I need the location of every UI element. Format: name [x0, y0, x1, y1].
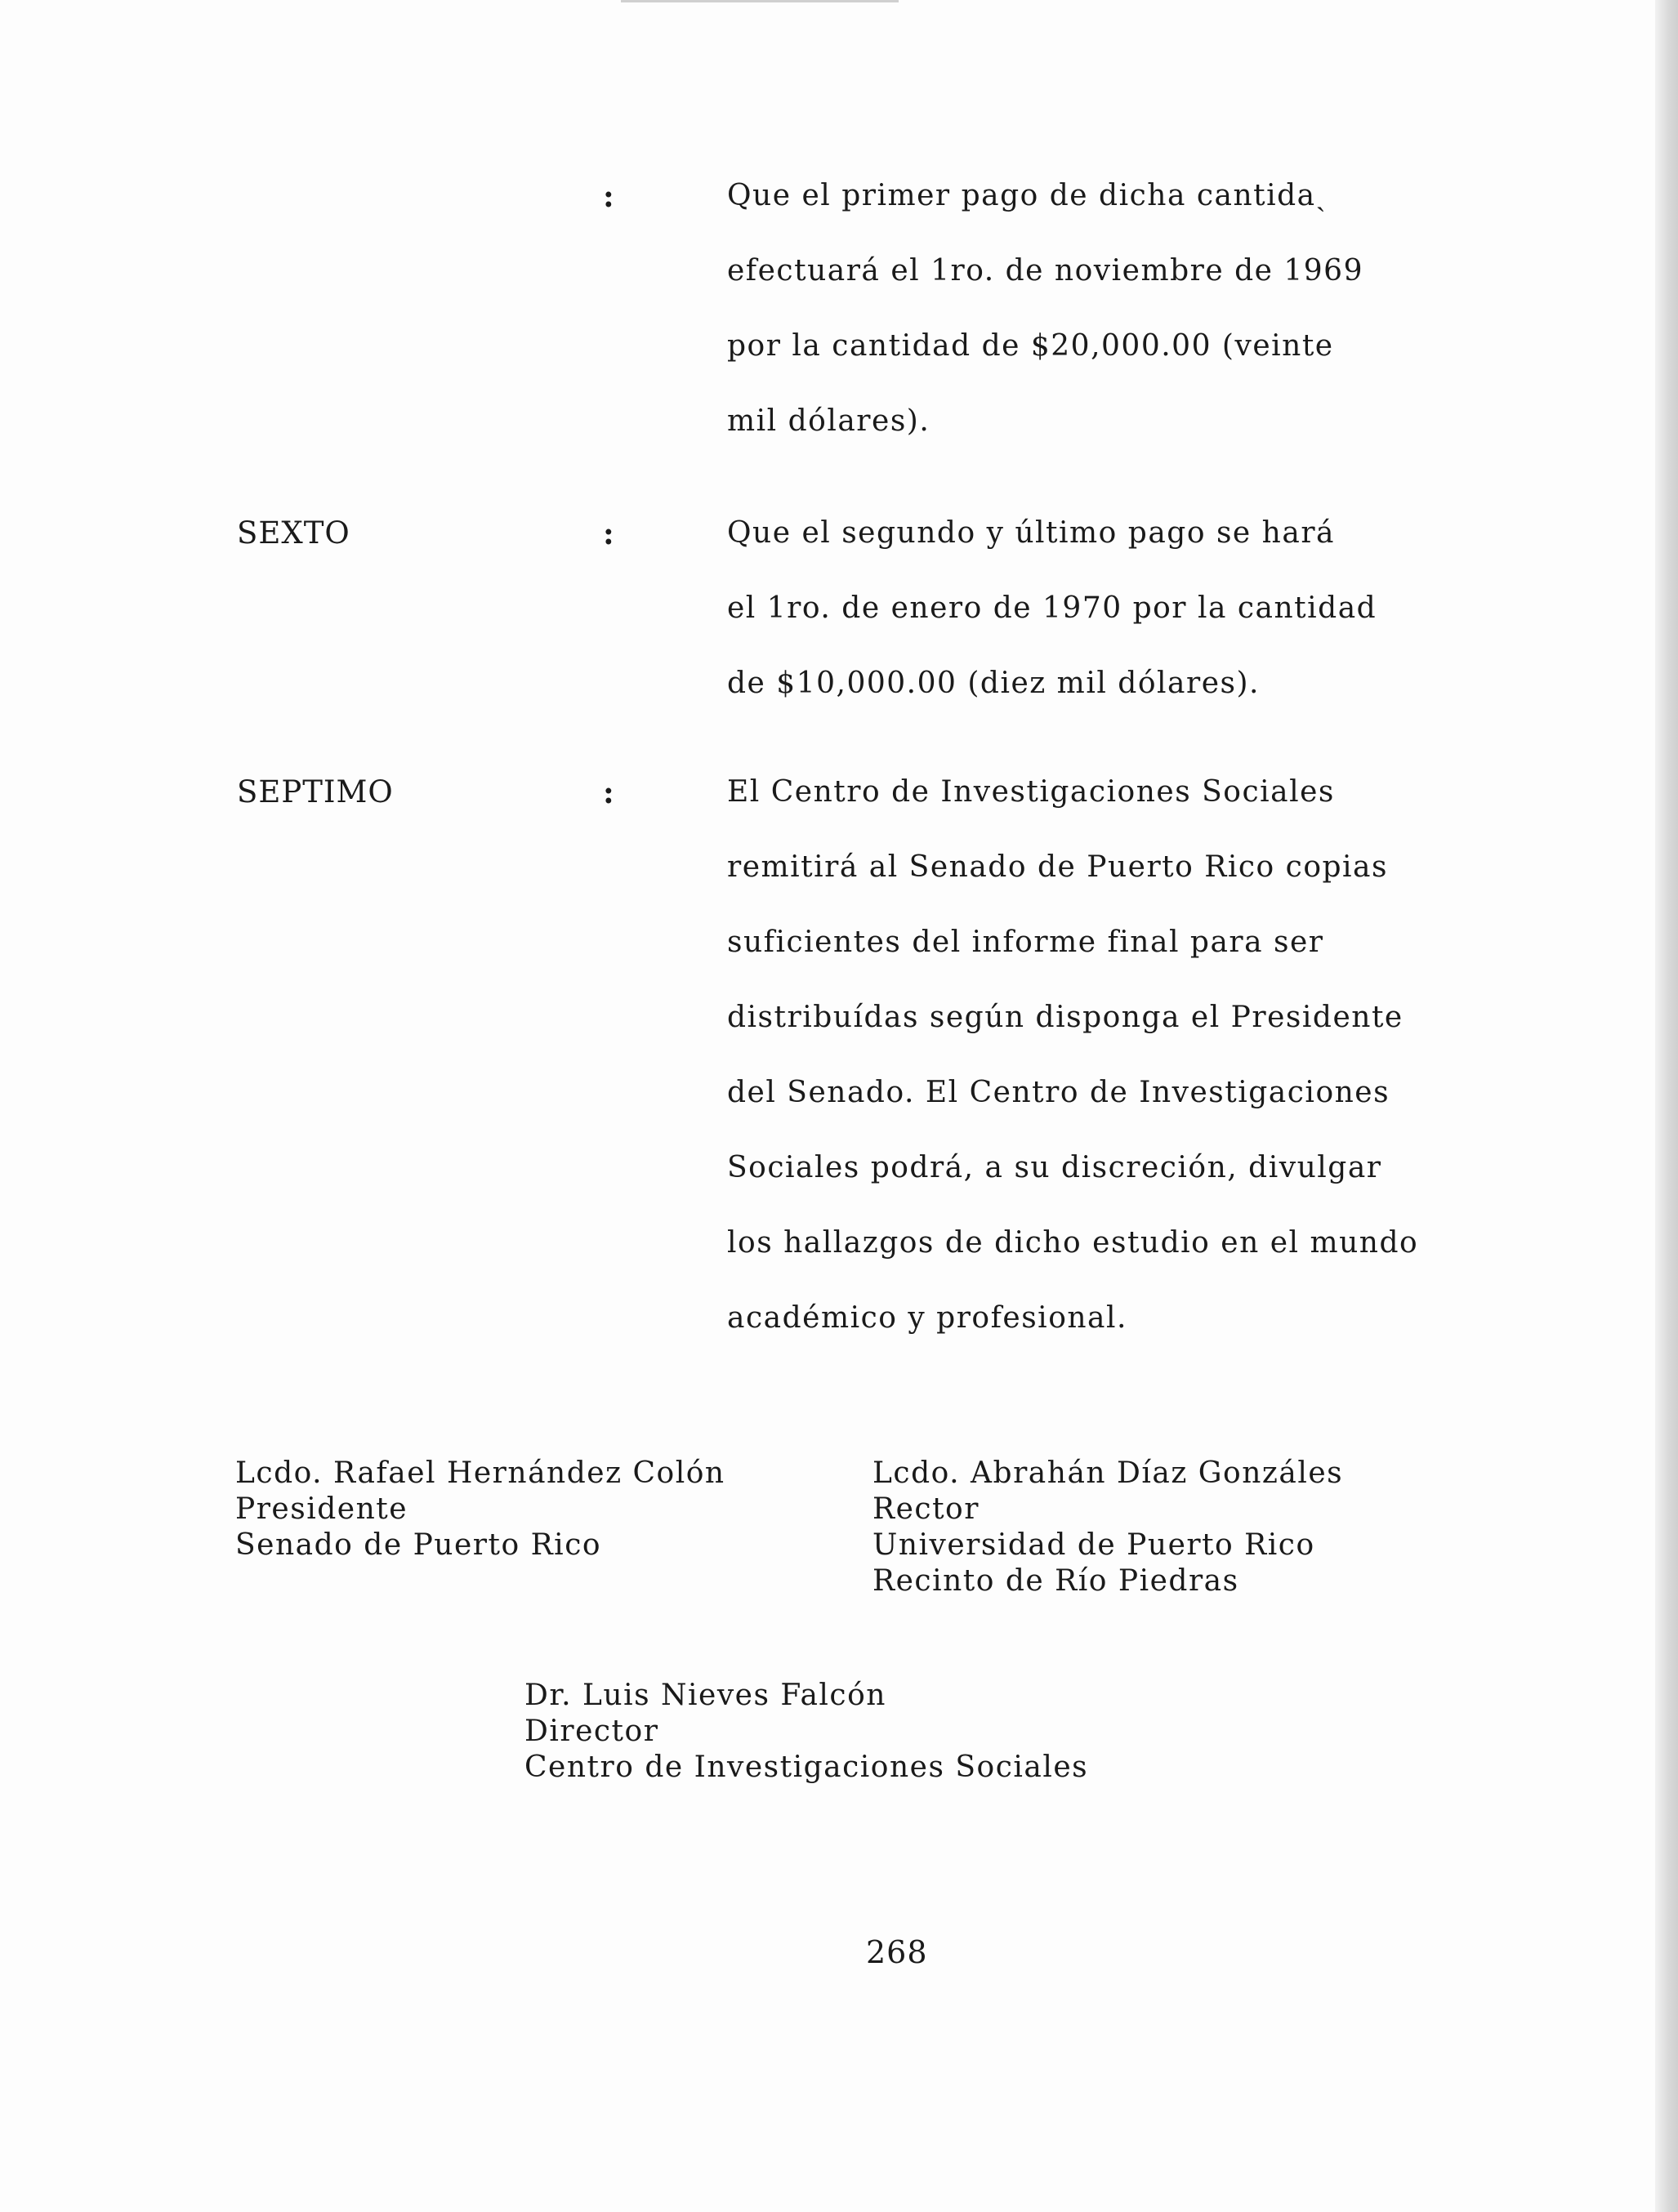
page-number: 268: [866, 1934, 928, 1970]
clause-line: Que el segundo y último pago se hará: [727, 516, 1335, 550]
signatory-title: Presidente: [235, 1492, 408, 1526]
clause-line: El Centro de Investigaciones Sociales: [727, 775, 1335, 809]
clause-colon: :: [603, 178, 614, 214]
signatory-institution: Universidad de Puerto Rico: [872, 1528, 1315, 1562]
clause-text: [727, 178, 1560, 479]
clause-line: académico y profesional.: [727, 1301, 1127, 1335]
signatory-name: Lcdo. Abrahán Díaz Gonzáles: [872, 1456, 1344, 1490]
clause-line: de $10,000.00 (diez mil dólares).: [727, 667, 1260, 700]
clause-label-septimo: SEPTIMO: [237, 774, 394, 809]
clause-line: del Senado. El Centro de Investigaciones: [727, 1076, 1390, 1109]
signatory-title: Director: [524, 1715, 659, 1748]
clause-line: remitirá al Senado de Puerto Rico copias: [727, 850, 1388, 884]
clause-line: el 1ro. de enero de 1970 por la cantidad: [727, 591, 1377, 625]
page-edge-shadow: [1655, 0, 1678, 2212]
signatory-name: Dr. Luis Nieves Falcón: [524, 1679, 886, 1712]
signature-senado: [235, 1456, 725, 1563]
clause-label-sexto: SEXTO: [237, 515, 350, 551]
signatory-campus: Recinto de Río Piedras: [872, 1564, 1239, 1598]
clause-line: efectuará el 1ro. de noviembre de 1969: [727, 254, 1363, 288]
clause-line: suficientes del informe final para ser: [727, 925, 1324, 959]
clause-line: distribuídas según disponga el Presidente: [727, 1001, 1404, 1034]
clause-colon: :: [603, 515, 614, 551]
signatory-institution: Senado de Puerto Rico: [235, 1528, 602, 1562]
clause-line: mil dólares).: [727, 404, 930, 438]
signatory-institution: Centro de Investigaciones Sociales: [524, 1750, 1089, 1784]
signatory-title: Rector: [872, 1492, 980, 1526]
clause-line: los hallazgos de dicho estudio en el mundo: [727, 1226, 1419, 1260]
signature-universidad: [872, 1456, 1343, 1599]
clause-line: por la cantidad de $20,000.00 (veinte: [727, 329, 1334, 363]
signatory-name: Lcdo. Rafael Hernández Colón: [235, 1456, 725, 1490]
scan-mark: [621, 0, 899, 2]
clause-line: Que el primer pago de dicha cantidaˎ: [727, 179, 1328, 212]
clause-text: [727, 774, 1560, 1376]
clause-text: [727, 515, 1560, 741]
clause-line: Sociales podrá, a su discreción, divulgar: [727, 1151, 1382, 1184]
clause-colon: :: [603, 774, 614, 810]
signature-centro: [524, 1678, 1088, 1786]
